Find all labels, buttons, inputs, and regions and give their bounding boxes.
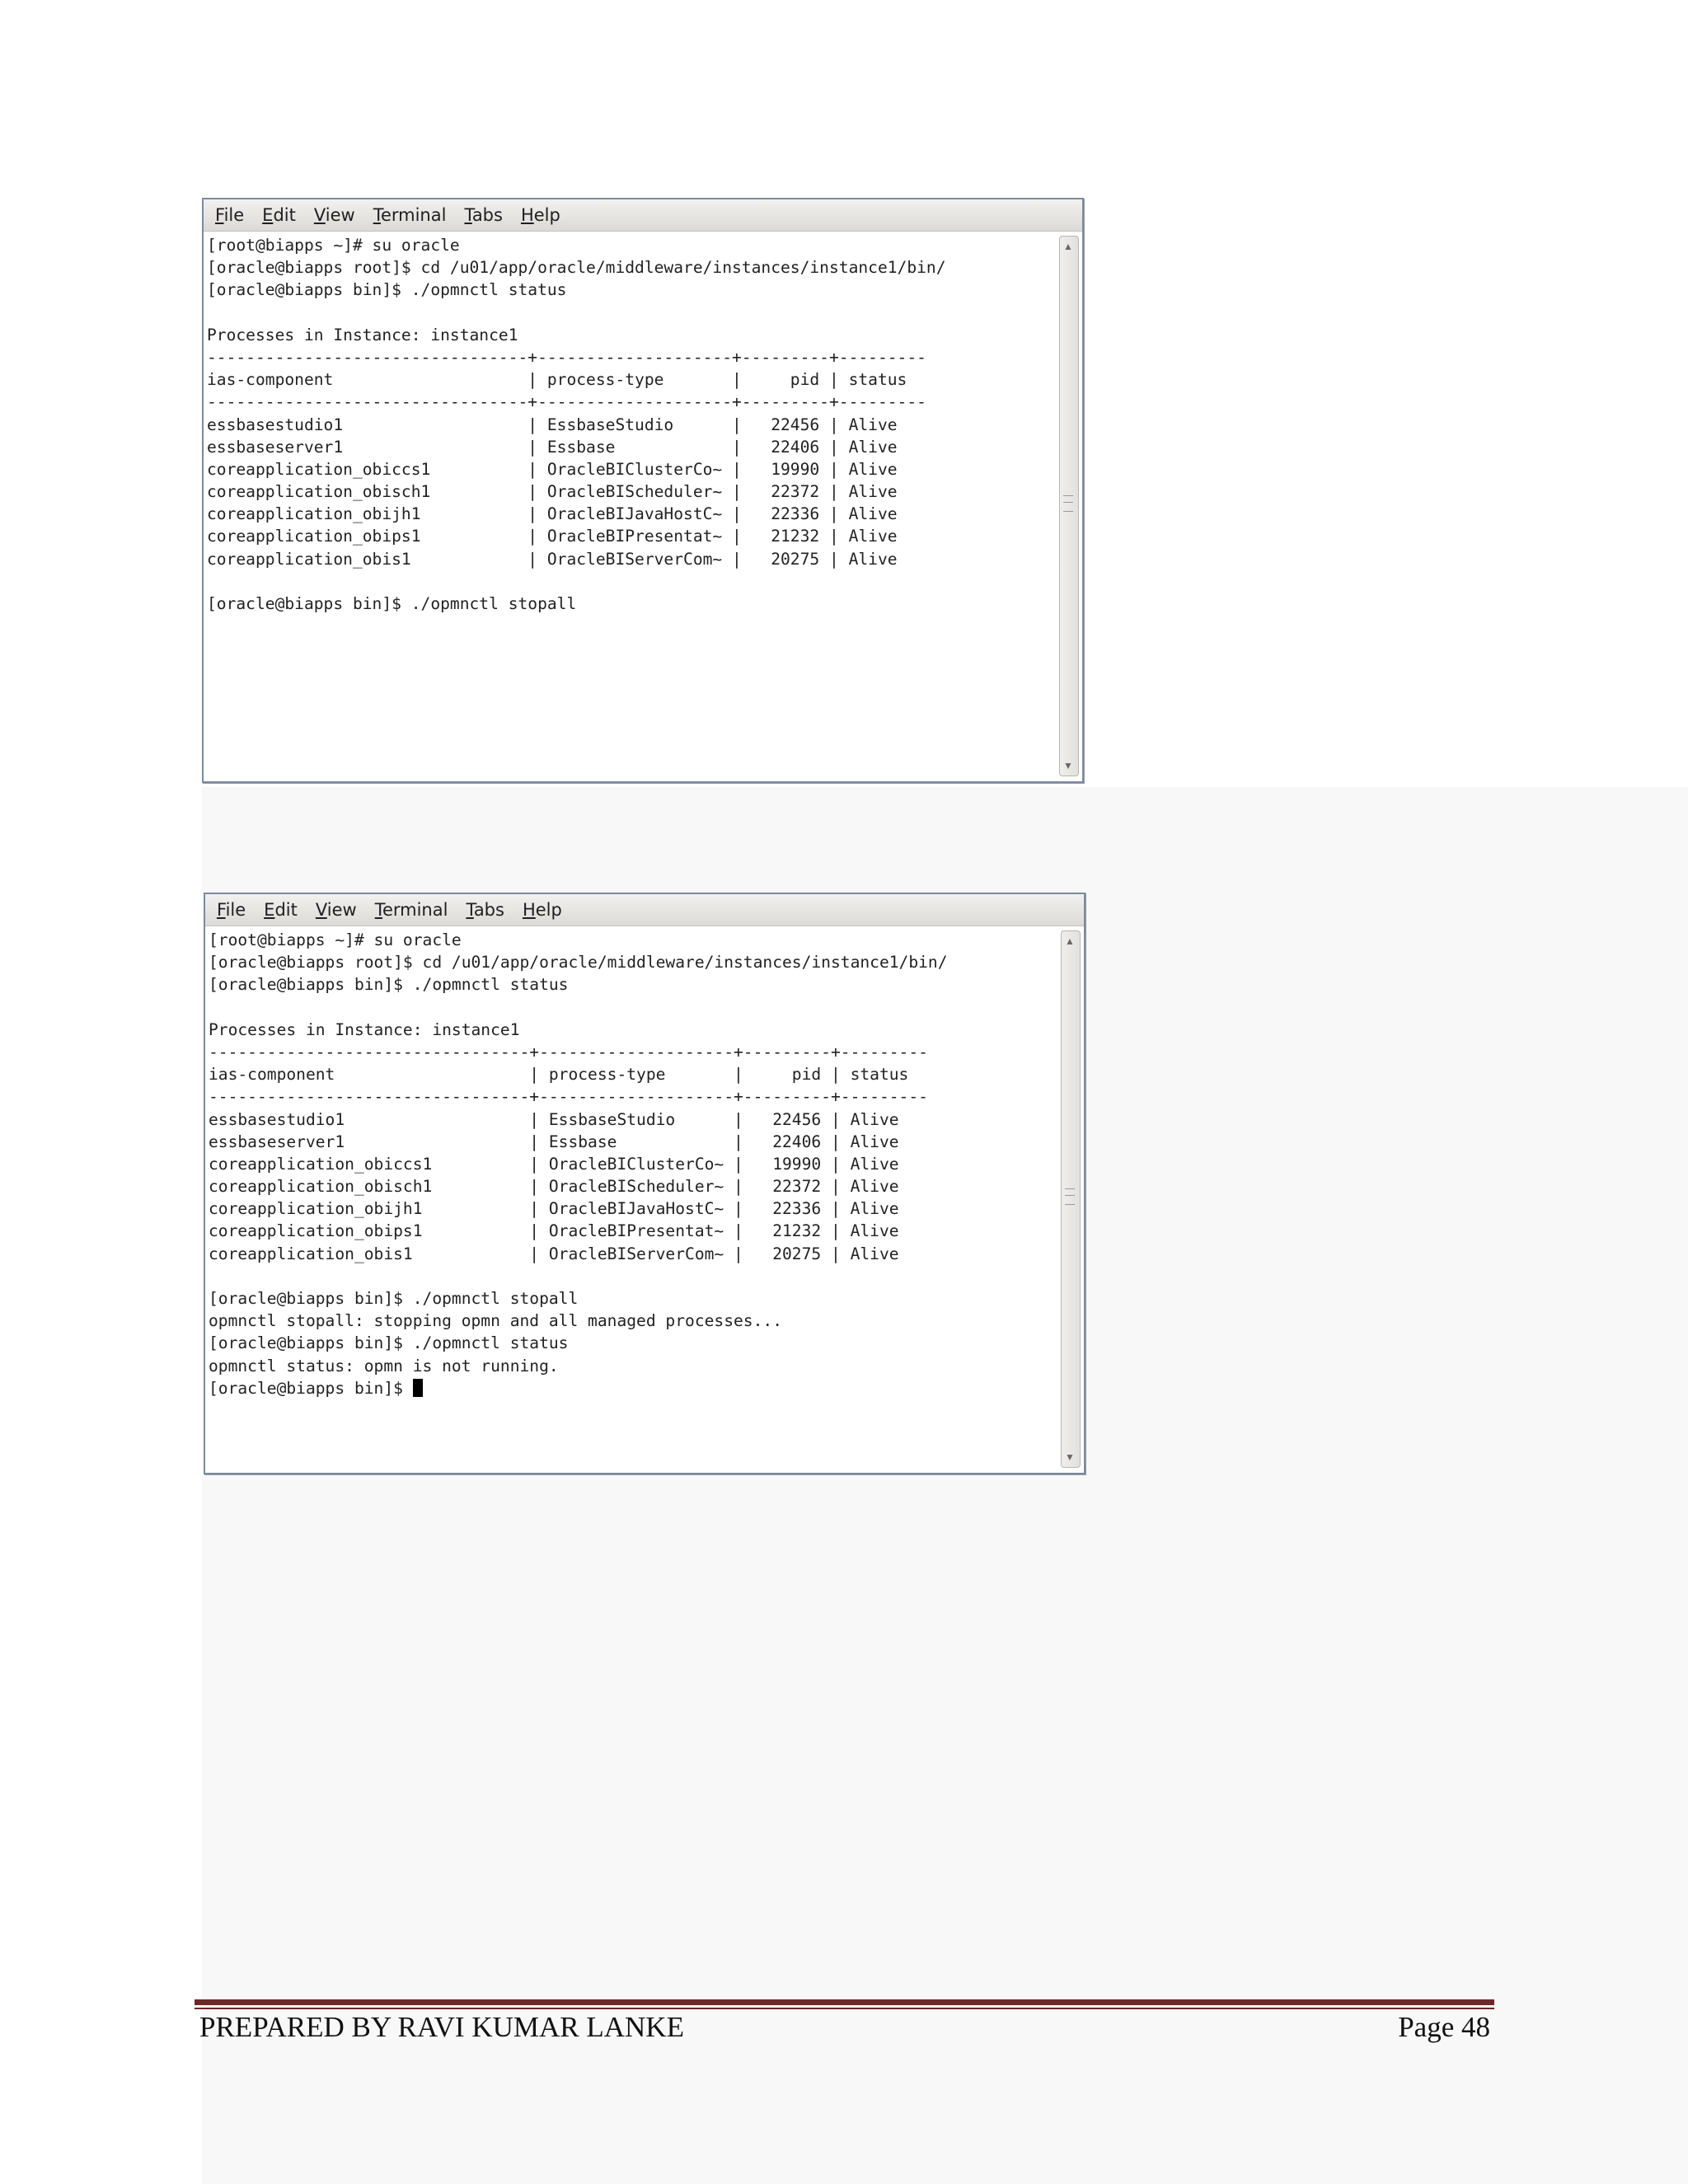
menu-file[interactable]: File: [215, 205, 245, 225]
menu-help[interactable]: Help: [522, 900, 562, 920]
terminal-line: ---------------------------------+--------------------+---------+---------: [209, 1087, 928, 1107]
scroll-up-icon[interactable]: ▲: [1065, 935, 1075, 947]
terminal-window-2: [204, 893, 1085, 1474]
menu-tabs[interactable]: Tabs: [466, 900, 504, 920]
terminal-line: essbasestudio1 | EssbaseStudio | 22456 | Alive: [209, 1109, 899, 1129]
terminal-line: [oracle@biapps bin]$ ./opmnctl stopall: [207, 594, 577, 613]
terminal-output[interactable]: [209, 929, 1056, 1469]
vertical-scrollbar[interactable]: [1059, 236, 1079, 776]
terminal-line: [oracle@biapps bin]$ ./opmnctl stopall: [209, 1289, 579, 1308]
terminal-prompt-line[interactable]: [209, 1377, 1056, 1399]
terminal-line: essbaseserver1 | Essbase | 22406 | Alive: [209, 1132, 899, 1151]
menu-tabs[interactable]: Tabs: [464, 205, 503, 225]
terminal-line: [root@biapps ~]# su oracle: [209, 930, 462, 949]
terminal-line: [oracle@biapps root]$ cd /u01/app/oracle/middleware/instances/instance1/bin/: [207, 258, 946, 278]
text-cursor: [413, 1379, 423, 1397]
vertical-scrollbar[interactable]: [1061, 930, 1081, 1468]
page-shade-right: [1043, 787, 1688, 2184]
scroll-down-icon[interactable]: ▼: [1065, 1451, 1075, 1463]
terminal-line: [oracle@biapps bin]$ ./opmnctl status: [209, 975, 569, 995]
scroll-grip-icon[interactable]: [1065, 1188, 1075, 1205]
menu-edit[interactable]: Edit: [262, 205, 296, 225]
terminal-prompt: [oracle@biapps bin]$: [209, 1378, 413, 1398]
terminal-menubar: [205, 894, 1084, 926]
scroll-down-icon[interactable]: ▼: [1063, 760, 1073, 771]
terminal-menubar: [204, 199, 1082, 232]
menu-help[interactable]: Help: [520, 205, 560, 225]
terminal-line: [209, 996, 1056, 1019]
page-shade-bottom: [202, 1475, 1043, 2184]
scroll-grip-icon[interactable]: [1063, 495, 1073, 512]
terminal-output[interactable]: [207, 234, 1054, 778]
footer-page-number: Page 48: [1398, 2011, 1490, 2043]
terminal-window-1: [202, 198, 1084, 783]
scroll-up-icon[interactable]: ▲: [1063, 241, 1073, 252]
terminal-line: ---------------------------------+--------------------+---------+---------: [209, 1042, 928, 1062]
page-shade-gap: [202, 787, 1043, 894]
terminal-line: [209, 1265, 1056, 1287]
terminal-line: ---------------------------------+--------------------+---------+---------: [207, 392, 926, 412]
footer-rule-thin: [195, 2008, 1494, 2009]
terminal-line: ias-component | process-type | pid | status: [209, 1065, 909, 1085]
menu-terminal[interactable]: Terminal: [373, 205, 447, 225]
terminal-line: coreapplication_obijh1 | OracleBIJavaHostC~ | 22336 | Alive: [209, 1199, 899, 1219]
terminal-line: Processes in Instance: instance1: [207, 325, 518, 344]
terminal-line: opmnctl stopall: stopping opmn and all managed processes...: [209, 1311, 782, 1331]
menu-terminal[interactable]: Terminal: [374, 900, 448, 920]
terminal-line: coreapplication_obiccs1 | OracleBIClusterCo~ | 19990 | Alive: [209, 1154, 899, 1174]
terminal-line: coreapplication_obips1 | OracleBIPresentat~ | 21232 | Alive: [207, 527, 898, 546]
footer-rule: [195, 1999, 1494, 2005]
terminal-line: essbasestudio1 | EssbaseStudio | 22456 | Alive: [207, 415, 898, 434]
terminal-line: essbaseserver1 | Essbase | 22406 | Alive: [207, 437, 898, 457]
terminal-line: Processes in Instance: instance1: [209, 1019, 520, 1039]
menu-view[interactable]: View: [313, 205, 355, 225]
terminal-line: coreapplication_obis1 | OracleBIServerCom~ | 20275 | Alive: [207, 549, 898, 569]
terminal-line: coreapplication_obisch1 | OracleBIScheduler~ | 22372 | Alive: [209, 1177, 899, 1197]
terminal-line: [oracle@biapps bin]$ ./opmnctl status: [209, 1333, 569, 1353]
terminal-line: [oracle@biapps root]$ cd /u01/app/oracle/middleware/instances/instance1/bin/: [209, 953, 948, 972]
footer-author: PREPARED BY RAVI KUMAR LANKE: [199, 2011, 684, 2043]
terminal-line: ---------------------------------+--------------------+---------+---------: [207, 347, 926, 367]
terminal-line: ias-component | process-type | pid | status: [207, 370, 907, 390]
terminal-line: coreapplication_obips1 | OracleBIPresentat~ | 21232 | Alive: [209, 1221, 899, 1241]
menu-view[interactable]: View: [315, 900, 357, 920]
terminal-line: coreapplication_obisch1 | OracleBIScheduler~ | 22372 | Alive: [207, 482, 898, 502]
terminal-line: opmnctl status: opmn is not running.: [209, 1356, 559, 1376]
terminal-line: [207, 570, 1054, 593]
menu-file[interactable]: File: [217, 900, 246, 920]
terminal-line: coreapplication_obijh1 | OracleBIJavaHostC~ | 22336 | Alive: [207, 504, 898, 524]
terminal-line: coreapplication_obiccs1 | OracleBIClusterCo~ | 19990 | Alive: [207, 459, 898, 479]
terminal-line: [207, 302, 1054, 324]
menu-edit[interactable]: Edit: [264, 900, 298, 920]
terminal-line: [oracle@biapps bin]$ ./opmnctl status: [207, 280, 567, 300]
terminal-line: [root@biapps ~]# su oracle: [207, 236, 460, 255]
terminal-line: coreapplication_obis1 | OracleBIServerCom~ | 20275 | Alive: [209, 1244, 899, 1263]
